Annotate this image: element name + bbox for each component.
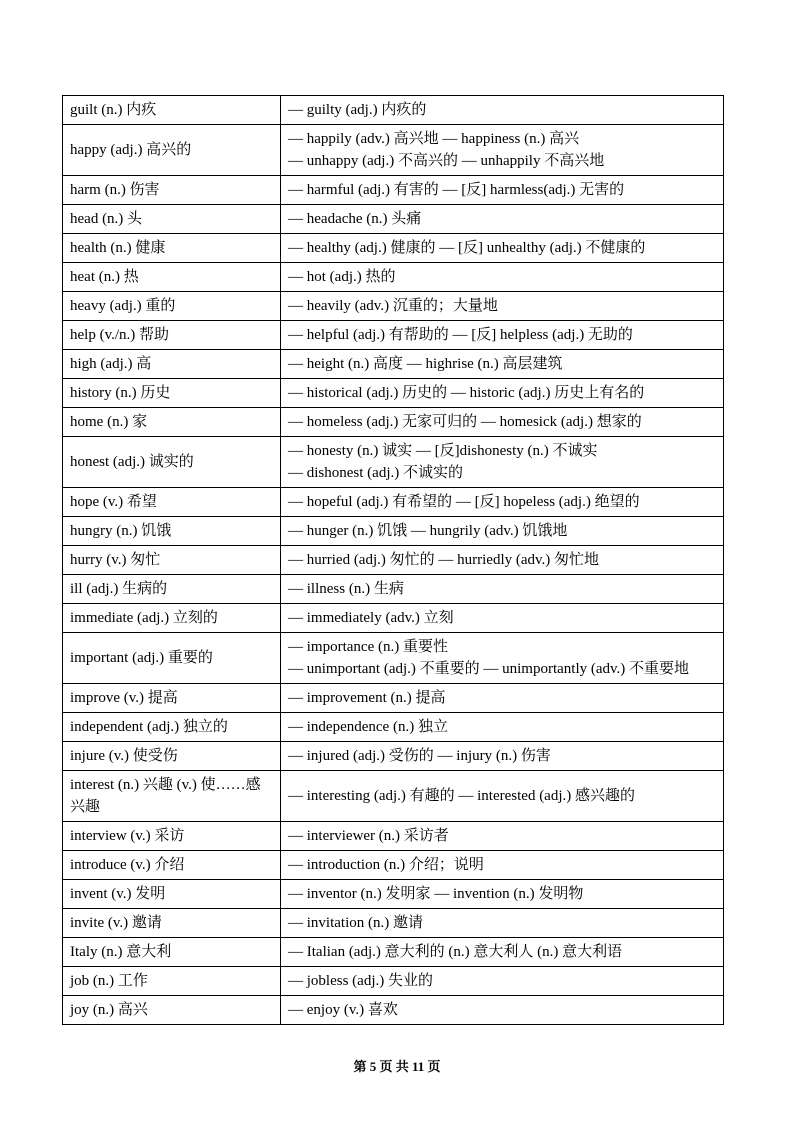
table-row [63,575,724,604]
table-row [63,517,724,546]
derived-word-line: — height (n.) 高度 — highrise (n.) 高层建筑 [288,356,563,372]
base-word-cell: harm (n.) 伤害 [63,176,281,205]
base-word-cell: invite (v.) 邀请 [63,909,281,938]
derived-words-cell [281,408,724,437]
derived-word-line: — happily (adv.) 高兴地 — happiness (n.) 高兴 [288,131,580,147]
table-row [63,771,724,822]
table-row [63,996,724,1025]
base-word-cell: hope (v.) 希望 [63,488,281,517]
derived-words-cell [281,350,724,379]
base-word-cell: interview (v.) 采访 [63,822,281,851]
base-word-cell: history (n.) 历史 [63,379,281,408]
derived-word-line: — headache (n.) 头痛 [288,211,422,227]
derived-word-line: — hopeful (adj.) 有希望的 — [反] hopeless (adj.) 绝望的 [288,494,640,510]
derived-word-line: — helpful (adj.) 有帮助的 — [反] helpless (adj.) 无助的 [288,327,633,343]
base-word-cell: help (v./n.) 帮助 [63,321,281,350]
table-row [63,742,724,771]
table-row [63,822,724,851]
derived-words-cell [281,263,724,292]
derived-word-line: — heavily (adv.) 沉重的；大量地 [288,298,498,314]
derived-word-line: — immediately (adv.) 立刻 [288,610,454,626]
table-row [63,96,724,125]
derived-words-cell [281,234,724,263]
derived-words-cell [281,684,724,713]
table-row [63,350,724,379]
derived-word-line: — unhappy (adj.) 不高兴的 — unhappily 不高兴地 [288,153,605,169]
table-row [63,263,724,292]
derived-word-line: — unimportant (adj.) 不重要的 — unimportantly (adv.) 不重要地 [288,661,690,677]
derived-words-cell [281,575,724,604]
derived-words-cell [281,437,724,488]
table-row [63,408,724,437]
base-word-cell: interest (n.) 兴趣 (v.) 使……感兴趣 [63,771,281,822]
derived-words-cell [281,488,724,517]
table-row [63,379,724,408]
base-word-cell: invent (v.) 发明 [63,880,281,909]
derived-words-cell [281,713,724,742]
derived-word-line: — Italian (adj.) 意大利的 (n.) 意大利人 (n.) 意大利语 [288,944,623,960]
derived-words-cell [281,880,724,909]
derived-words-cell [281,851,724,880]
vocab-table-body [63,96,724,1025]
table-row [63,205,724,234]
table-row [63,967,724,996]
derived-words-cell [281,546,724,575]
derived-word-line: — hunger (n.) 饥饿 — hungrily (adv.) 饥饿地 [288,523,568,539]
table-row [63,321,724,350]
derived-word-line: — illness (n.) 生病 [288,581,404,597]
derived-word-line: — introduction (n.) 介绍；说明 [288,857,484,873]
derived-words-cell [281,771,724,822]
base-word-cell: head (n.) 头 [63,205,281,234]
table-row [63,938,724,967]
derived-word-line: — improvement (n.) 提高 [288,690,446,706]
base-word-cell: introduce (v.) 介绍 [63,851,281,880]
base-word-cell: heavy (adj.) 重的 [63,292,281,321]
derived-words-cell [281,176,724,205]
page-footer: 第 5 页 共 11 页 [353,1059,441,1074]
derived-word-line: — interesting (adj.) 有趣的 — interested (adj.) 感兴趣的 [288,788,636,804]
table-row [63,604,724,633]
derived-word-line: — healthy (adj.) 健康的 — [反] unhealthy (adj.) 不健康的 [288,240,646,256]
base-word-cell: joy (n.) 高兴 [63,996,281,1025]
derived-words-cell [281,292,724,321]
base-word-cell: immediate (adj.) 立刻的 [63,604,281,633]
derived-word-line: — harmful (adj.) 有害的 — [反] harmless(adj.) 无害的 [288,182,625,198]
derived-word-line: — inventor (n.) 发明家 — invention (n.) 发明物 [288,886,584,902]
base-word-cell: independent (adj.) 独立的 [63,713,281,742]
derived-words-cell [281,604,724,633]
base-word-cell: Italy (n.) 意大利 [63,938,281,967]
derived-words-cell [281,96,724,125]
derived-words-cell [281,125,724,176]
table-row [63,488,724,517]
derived-word-line: — invitation (n.) 邀请 [288,915,423,931]
base-word-cell: high (adj.) 高 [63,350,281,379]
base-word-cell: hungry (n.) 饥饿 [63,517,281,546]
base-word-cell: injure (v.) 使受伤 [63,742,281,771]
base-word-cell: heat (n.) 热 [63,263,281,292]
base-word-cell: home (n.) 家 [63,408,281,437]
table-row [63,633,724,684]
table-row [63,684,724,713]
derived-words-cell [281,742,724,771]
base-word-cell: job (n.) 工作 [63,967,281,996]
derived-word-line: — hurried (adj.) 匆忙的 — hurriedly (adv.) 匆忙地 [288,552,600,568]
derived-words-cell [281,379,724,408]
derived-word-line: — jobless (adj.) 失业的 [288,973,433,989]
table-row [63,437,724,488]
derived-word-line: — independence (n.) 独立 [288,719,448,735]
table-row [63,546,724,575]
derived-word-line: — importance (n.) 重要性 [288,639,448,655]
vocabulary-table [62,95,724,1025]
derived-word-line: — homeless (adj.) 无家可归的 — homesick (adj.) 想家的 [288,414,642,430]
base-word-cell: important (adj.) 重要的 [63,633,281,684]
base-word-cell: health (n.) 健康 [63,234,281,263]
table-row [63,125,724,176]
derived-words-cell [281,996,724,1025]
derived-words-cell [281,909,724,938]
base-word-cell: guilt (n.) 内疚 [63,96,281,125]
derived-words-cell [281,205,724,234]
table-row [63,292,724,321]
derived-word-line: — injured (adj.) 受伤的 — injury (n.) 伤害 [288,748,551,764]
table-row [63,880,724,909]
base-word-cell: ill (adj.) 生病的 [63,575,281,604]
table-row [63,234,724,263]
table-row [63,851,724,880]
derived-word-line: — interviewer (n.) 采访者 [288,828,449,844]
derived-word-line: — dishonest (adj.) 不诚实的 [288,465,463,481]
derived-word-line: — historical (adj.) 历史的 — historic (adj.) 历史上有名的 [288,385,645,401]
derived-word-line: — hot (adj.) 热的 [288,269,396,285]
derived-words-cell [281,517,724,546]
base-word-cell: honest (adj.) 诚实的 [63,437,281,488]
derived-words-cell [281,633,724,684]
derived-words-cell [281,967,724,996]
derived-word-line: — enjoy (v.) 喜欢 [288,1002,398,1018]
base-word-cell: happy (adj.) 高兴的 [63,125,281,176]
table-row [63,176,724,205]
derived-words-cell [281,822,724,851]
derived-word-line: — honesty (n.) 诚实 — [反]dishonesty (n.) 不诚实 [288,443,598,459]
derived-words-cell [281,938,724,967]
base-word-cell: hurry (v.) 匆忙 [63,546,281,575]
derived-words-cell [281,321,724,350]
base-word-cell: improve (v.) 提高 [63,684,281,713]
table-row [63,713,724,742]
derived-word-line: — guilty (adj.) 内疚的 [288,102,427,118]
table-row [63,909,724,938]
